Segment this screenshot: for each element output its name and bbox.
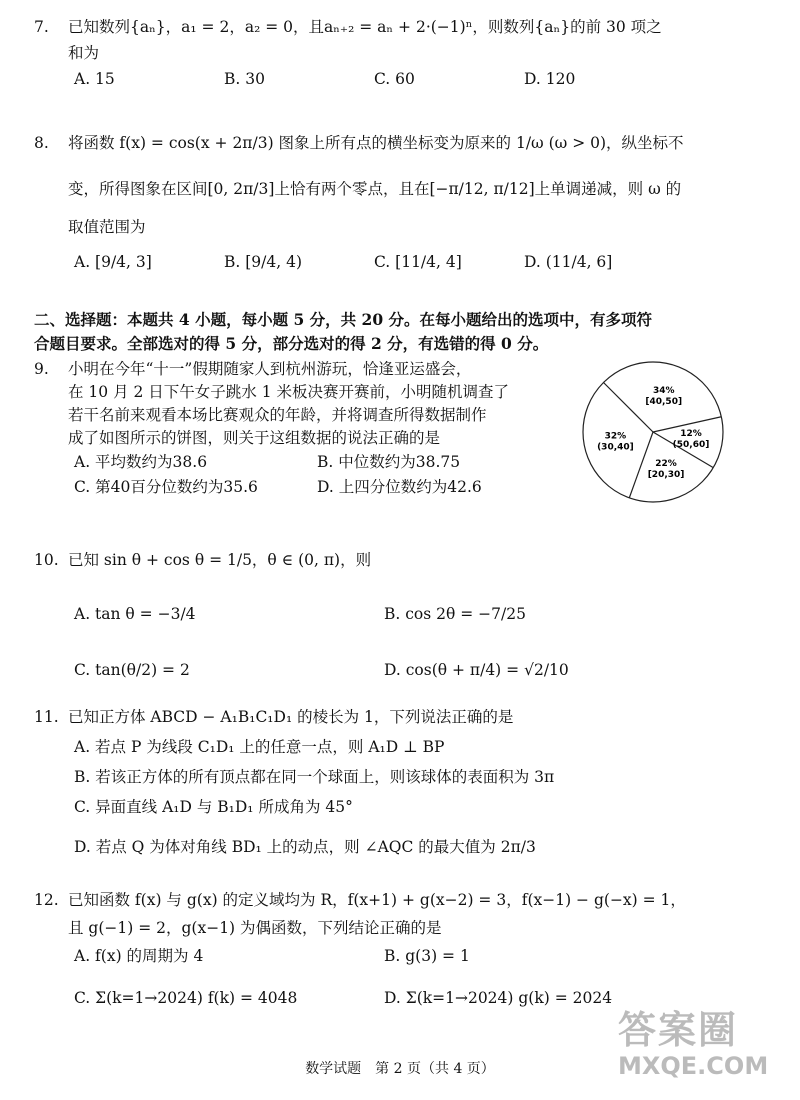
option-b: B. cos 2θ = −7/25 <box>384 605 526 623</box>
pie-slice-percent: 22% <box>655 459 677 470</box>
option-d: D. Σ(k=1→2024) g(k) = 2024 <box>384 989 613 1007</box>
question-12 <box>34 886 770 1012</box>
pie-slice-percent: 32% <box>604 431 627 442</box>
option-c: C. Σ(k=1→2024) f(k) = 4048 <box>74 989 298 1007</box>
options-row <box>74 594 770 634</box>
pie-slice-label: (30,40] <box>597 442 634 453</box>
option-a: A. 平均数约为38.6 <box>74 453 208 471</box>
question-stem: 已知 sin θ + cos θ = 1/5，θ ∈ (0, π)，则 <box>68 551 372 569</box>
question-9 <box>34 358 560 500</box>
question-number: 12. <box>34 891 59 909</box>
option-a: A. 若点 P 为线段 C₁D₁ 上的任意一点，则 A₁D ⊥ BP <box>74 738 445 756</box>
option-a: A. [9/4, 3] <box>74 253 152 271</box>
age-pie-chart <box>568 360 738 510</box>
question-stem-cont: 且 g(−1) = 2，g(x−1) 为偶函数，下列结论正确的是 <box>68 919 442 937</box>
option-a: A. tan θ = −3/4 <box>74 605 196 623</box>
pie-slice-percent: 12% <box>680 429 702 440</box>
question-stem: 已知正方体 ABCD − A₁B₁C₁D₁ 的棱长为 1，下列说法正确的是 <box>68 708 514 726</box>
question-stem-cont: 成了如图所示的饼图，则关于这组数据的说法正确的是 <box>68 429 441 447</box>
option-c: C. 异面直线 A₁D 与 B₁D₁ 所成角为 45° <box>74 798 353 816</box>
option-b: B. 30 <box>224 70 265 88</box>
option-c: C. 第40百分位数约为35.6 <box>74 478 258 496</box>
pie-slice-label: (50,60] <box>672 440 710 451</box>
option-d: D. (11/4, 6] <box>524 253 613 271</box>
question-stem: 已知数列{aₙ}，a₁ = 2，a₂ = 0，且aₙ₊₂ = aₙ + 2·(−1)ⁿ，则数列{aₙ}的前 30 项之 <box>68 18 662 36</box>
pie-slice-label: [20,30] <box>647 470 685 481</box>
options-row <box>74 450 560 475</box>
question-stem: 已知函数 f(x) 与 g(x) 的定义域均为 R，f(x+1) + g(x−2) = 3，f(x−1) − g(−x) = 1， <box>68 891 686 909</box>
option-d: D. cos(θ + π/4) = √2/10 <box>384 661 569 679</box>
option-a: A. f(x) 的周期为 4 <box>74 947 204 965</box>
question-number: 8. <box>34 134 49 152</box>
option-c: C. [11/4, 4] <box>374 253 462 271</box>
question-number: 7. <box>34 18 49 36</box>
option-b: B. 若该正方体的所有顶点都在同一个球面上，则该球体的表面积为 3π <box>74 768 555 786</box>
question-stem-cont: 在 10 月 2 日下午女子跳水 1 米板决赛开赛前，小明随机调查了 <box>68 383 510 401</box>
question-11 <box>34 702 770 862</box>
question-stem-cont: 取值范围为 <box>68 218 146 236</box>
section-line-1: 二、选择题：本题共 4 小题，每小题 5 分，共 20 分。在每小题给出的选项中，有多项符 <box>34 310 653 329</box>
section-heading <box>34 308 770 356</box>
question-stem-cont: 和为 <box>68 44 100 62</box>
section-line-2: 合题目要求。全部选对的得 5 分，部分选对的得 2 分，有选错的得 0 分。 <box>34 334 549 353</box>
option-a: A. 15 <box>74 70 115 88</box>
option-d: D. 若点 Q 为体对角线 BD₁ 上的动点，则 ∠AQC 的最大值为 2π/3 <box>74 838 536 856</box>
question-stem: 将函数 f(x) = cos(x + 2π/3) 图象上所有点的横坐标变为原来的 1/ω (ω > 0)，纵坐标不 <box>68 134 684 152</box>
option-b: B. [9/4, 4) <box>224 253 302 271</box>
pie-slice-label: [40,50] <box>645 397 683 408</box>
question-stem: 小明在今年“十一”假期随家人到杭州游玩，恰逢亚运盛会， <box>68 360 472 378</box>
question-number: 9. <box>34 360 49 378</box>
option-c: C. tan(θ/2) = 2 <box>74 661 190 679</box>
page-footer: 数学试题 第 2 页（共 4 页） <box>305 1061 495 1077</box>
question-stem-cont: 变，所得图象在区间[0, 2π/3]上恰有两个零点，且在[−π/12, π/12]上单调递减，则 ω 的 <box>68 180 682 198</box>
question-10 <box>34 540 770 690</box>
options-row <box>74 942 770 970</box>
option-d: D. 120 <box>524 70 576 88</box>
question-number: 11. <box>34 708 59 726</box>
question-7 <box>34 14 770 92</box>
options-row <box>74 66 770 92</box>
option-b: B. 中位数约为38.75 <box>317 453 461 471</box>
question-8 <box>34 120 770 282</box>
question-number: 10. <box>34 551 59 569</box>
watermark-text: 答案圈 <box>618 1008 739 1052</box>
options-row <box>74 242 770 282</box>
option-b: B. g(3) = 1 <box>384 947 470 965</box>
pie-slice-percent: 34% <box>652 386 675 397</box>
watermark-url: MXQE.COM <box>618 1052 769 1080</box>
option-d: D. 上四分位数约为42.6 <box>317 478 482 496</box>
options-row <box>74 650 770 690</box>
option-c: C. 60 <box>374 70 415 88</box>
options-row <box>74 475 560 500</box>
question-stem-cont: 若干名前来观看本场比赛观众的年龄，并将调查所得数据制作 <box>68 406 487 424</box>
